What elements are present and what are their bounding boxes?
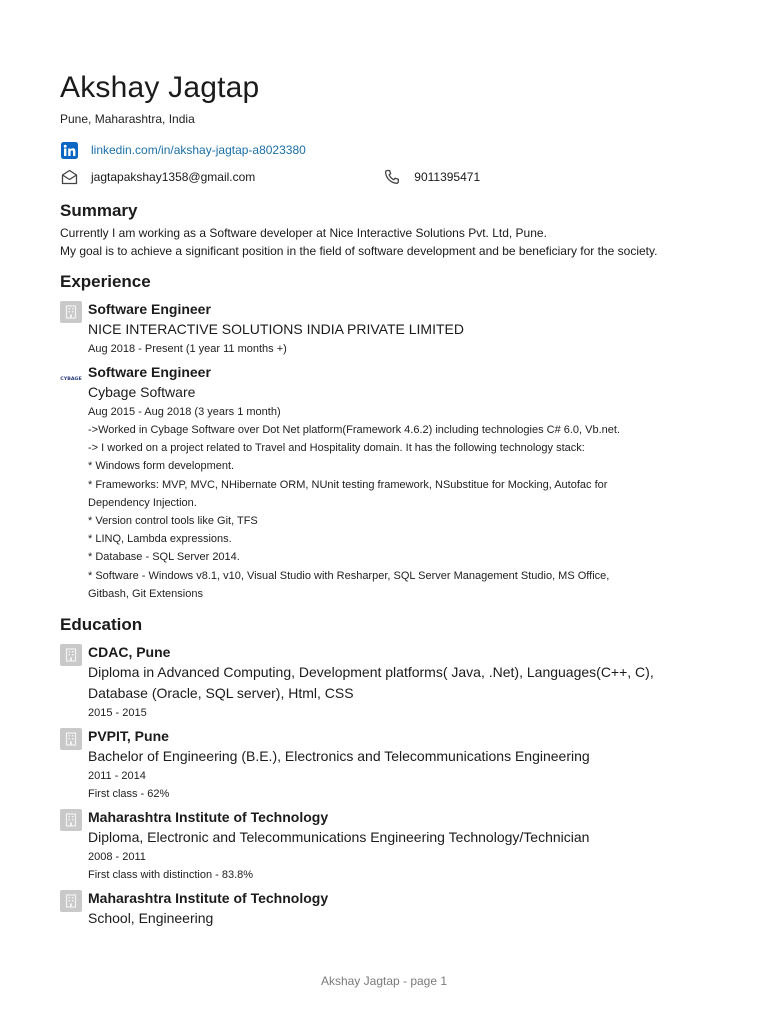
education-period: 2011 - 2014 [88, 770, 146, 783]
person-location: Pune, Maharashtra, India [60, 112, 195, 126]
degree-line: Database (Oracle, SQL server), Html, CSS [88, 685, 354, 702]
description-line: * Windows form development. [88, 460, 235, 473]
resume-page [60, 70, 710, 929]
linkedin-link[interactable]: linkedin.com/in/akshay-jagtap-a8023380 [91, 143, 306, 157]
description-line: Dependency Injection. [88, 496, 197, 509]
degree-line: School, Engineering [88, 910, 214, 927]
summary-heading: Summary [60, 201, 138, 220]
school-name: Maharashtra Institute of Technology [88, 890, 329, 907]
cybage-logo-text: CYBAGE [60, 376, 82, 382]
education-heading: Education [60, 615, 143, 635]
description-line: * Version control tools like Git, TFS [88, 515, 258, 528]
school-name: Maharashtra Institute of Technology [88, 809, 329, 826]
education-grade: First class with distinction - 83.8% [88, 869, 254, 882]
email-text[interactable]: jagtapakshay1358@gmail.com [91, 170, 256, 184]
description-line: * LINQ, Lambda expressions. [88, 533, 232, 546]
experience-details [88, 363, 710, 603]
building-icon [60, 890, 82, 912]
summary-line: My goal is to achieve a significant position in the field of software development and be beneficiary for the society. [60, 244, 658, 258]
school-name: CDAC, Pune [88, 644, 171, 661]
building-icon [60, 644, 82, 666]
school-logo [60, 809, 82, 831]
description-line: -> I worked on a project related to Travel and Hospitality domain. It has the following technology stack: [88, 442, 585, 455]
education-entry [60, 643, 710, 722]
job-period: Aug 2015 - Aug 2018 (3 years 1 month) [88, 406, 281, 418]
education-details [88, 643, 710, 722]
education-period: 2008 - 2011 [88, 851, 146, 864]
description-line: * Software - Windows v8.1, v10, Visual Studio with Resharper, SQL Server Management Studio, MS Office, [88, 569, 610, 582]
company-name: Cybage Software [88, 384, 196, 400]
job-title: Software Engineer [88, 301, 211, 317]
education-period: 2015 - 2015 [88, 707, 147, 720]
summary-line: Currently I am working as a Software developer at Nice Interactive Solutions Pvt. Ltd, Pune. [60, 226, 547, 240]
school-logo [60, 890, 82, 912]
building-icon [60, 301, 82, 323]
education-details [88, 889, 710, 929]
education-details [88, 727, 710, 803]
person-name: Akshay Jagtap [60, 71, 260, 104]
cybage-logo [59, 373, 83, 383]
school-logo [60, 644, 82, 666]
experience-heading: Experience [60, 272, 151, 291]
description-line: ->Worked in Cybage Software over Dot Net platform(Framework 4.6.2) including technologies C# 6.0, Vb.net. [88, 424, 621, 436]
experience-entry [60, 300, 710, 358]
job-period: Aug 2018 - Present (1 year 11 months +) [88, 343, 287, 355]
building-icon [60, 728, 82, 750]
degree-line: Diploma, Electronic and Telecommunications Engineering Technology/Technician [88, 829, 590, 846]
description-line: * Database - SQL Server 2014. [88, 551, 240, 564]
company-logo [60, 364, 82, 386]
education-entry [60, 727, 710, 803]
page-footer: Akshay Jagtap - page 1 [320, 974, 448, 988]
summary-text [60, 224, 710, 260]
company-logo [60, 301, 82, 323]
linkedin-icon [60, 141, 78, 159]
email-phone-row [60, 167, 710, 187]
experience-entry [60, 363, 710, 603]
degree-line: Bachelor of Engineering (B.E.), Electronics and Telecommunications Engineering [88, 748, 590, 765]
degree-line: Diploma in Advanced Computing, Development platforms( Java, .Net), Languages(C++, C), [88, 664, 654, 681]
education-grade: First class - 62% [88, 788, 170, 801]
description-line: * Frameworks: MVP, MVC, NHibernate ORM, NUnit testing framework, NSubstitue for Mocking, Autofac for [88, 478, 608, 491]
envelope-icon [60, 168, 78, 186]
company-name: NICE INTERACTIVE SOLUTIONS INDIA PRIVATE LIMITED [88, 321, 464, 337]
phone-text[interactable]: 9011395471 [414, 170, 481, 184]
education-entry [60, 808, 710, 884]
job-description [88, 421, 710, 603]
building-icon [60, 809, 82, 831]
education-entry [60, 889, 710, 929]
linkedin-row [60, 140, 710, 160]
phone-icon [383, 168, 401, 186]
experience-details [88, 300, 710, 358]
school-logo [60, 728, 82, 750]
job-title: Software Engineer [88, 364, 211, 380]
school-name: PVPIT, Pune [88, 728, 169, 745]
phone-block [383, 168, 480, 186]
education-details [88, 808, 710, 884]
description-line: Gitbash, Git Extensions [88, 587, 203, 600]
